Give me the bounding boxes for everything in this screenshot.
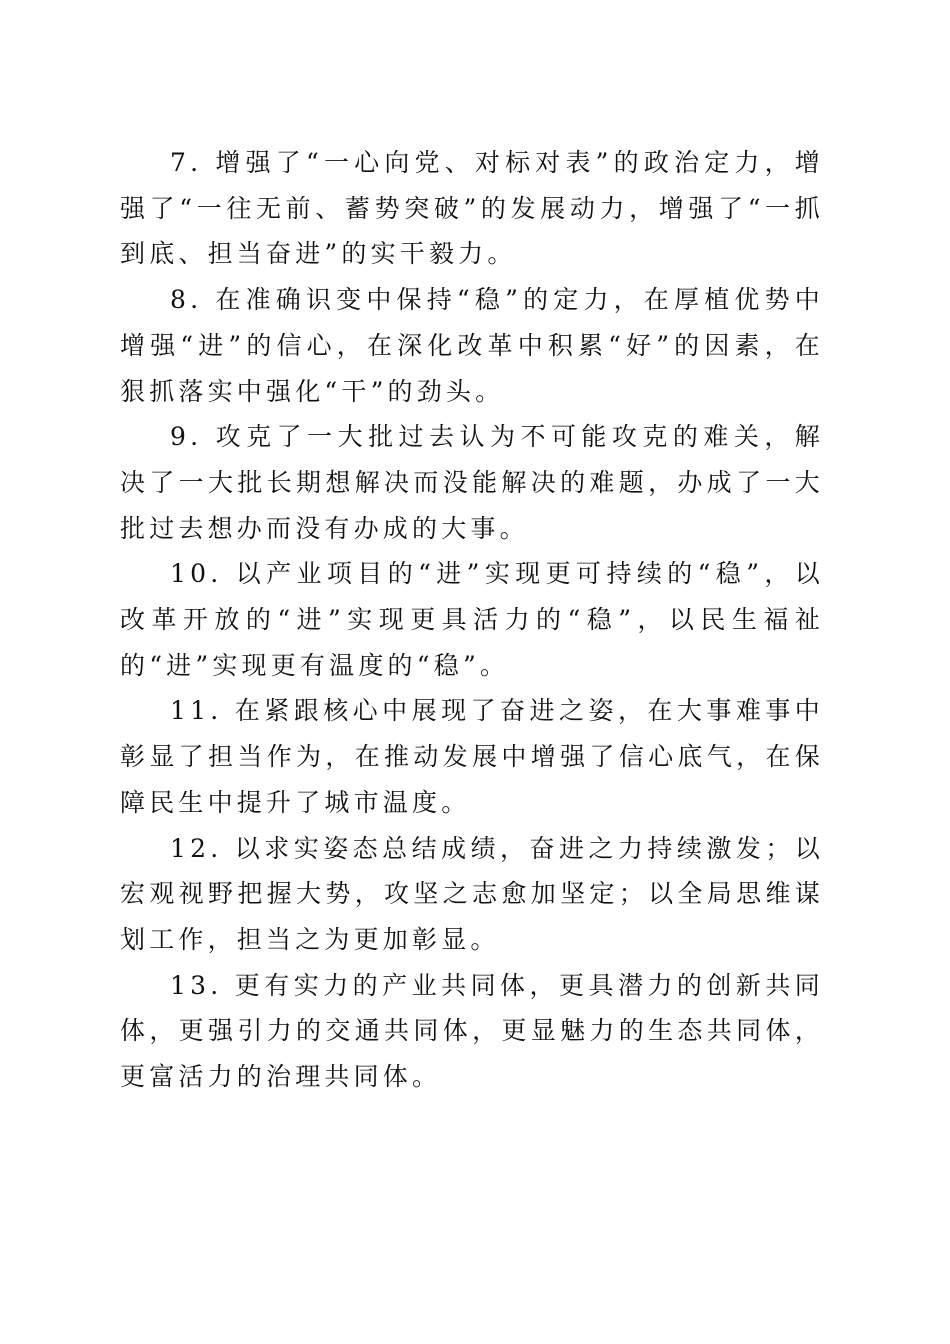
document-body: [120, 140, 824, 1100]
paragraph-11: 11. 在紧跟核心中展现了奋进之姿，在大事难事中彰显了担当作为，在推动发展中增强了信心底气，在保障民生中提升了城市温度。: [120, 696, 824, 817]
paragraph-7: 7. 增强了“一心向党、对标对表”的政治定力，增强了“一往无前、蓄势突破”的发展动力，增强了“一抓到底、担当奋进”的实干毅力。: [120, 148, 824, 269]
paragraph-9: 9. 攻克了一大批过去认为不可能攻克的难关，解决了一大批长期想解决而没能解决的难题，办成了一大批过去想办而没有办成的大事。: [120, 422, 824, 543]
paragraph-13: 13. 更有实力的产业共同体，更具潜力的创新共同体，更强引力的交通共同体，更显魅力的生态共同体，更富活力的治理共同体。: [120, 970, 824, 1092]
paragraph-12: 12. 以求实姿态总结成绩，奋进之力持续激发；以宏观视野把握大势，攻坚之志愈加坚定；以全局思维谋划工作，担当之为更加彰显。: [120, 833, 824, 954]
paragraph-10: 10. 以产业项目的“进”实现更可持续的“稳”，以改革开放的“进”实现更具活力的“稳”，以民生福祉的“进”实现更有温度的“稳”。: [120, 559, 824, 680]
paragraph-8: 8. 在准确识变中保持“稳”的定力，在厚植优势中增强“进”的信心，在深化改革中积累“好”的因素，在狠抓落实中强化“干”的劲头。: [120, 285, 824, 406]
